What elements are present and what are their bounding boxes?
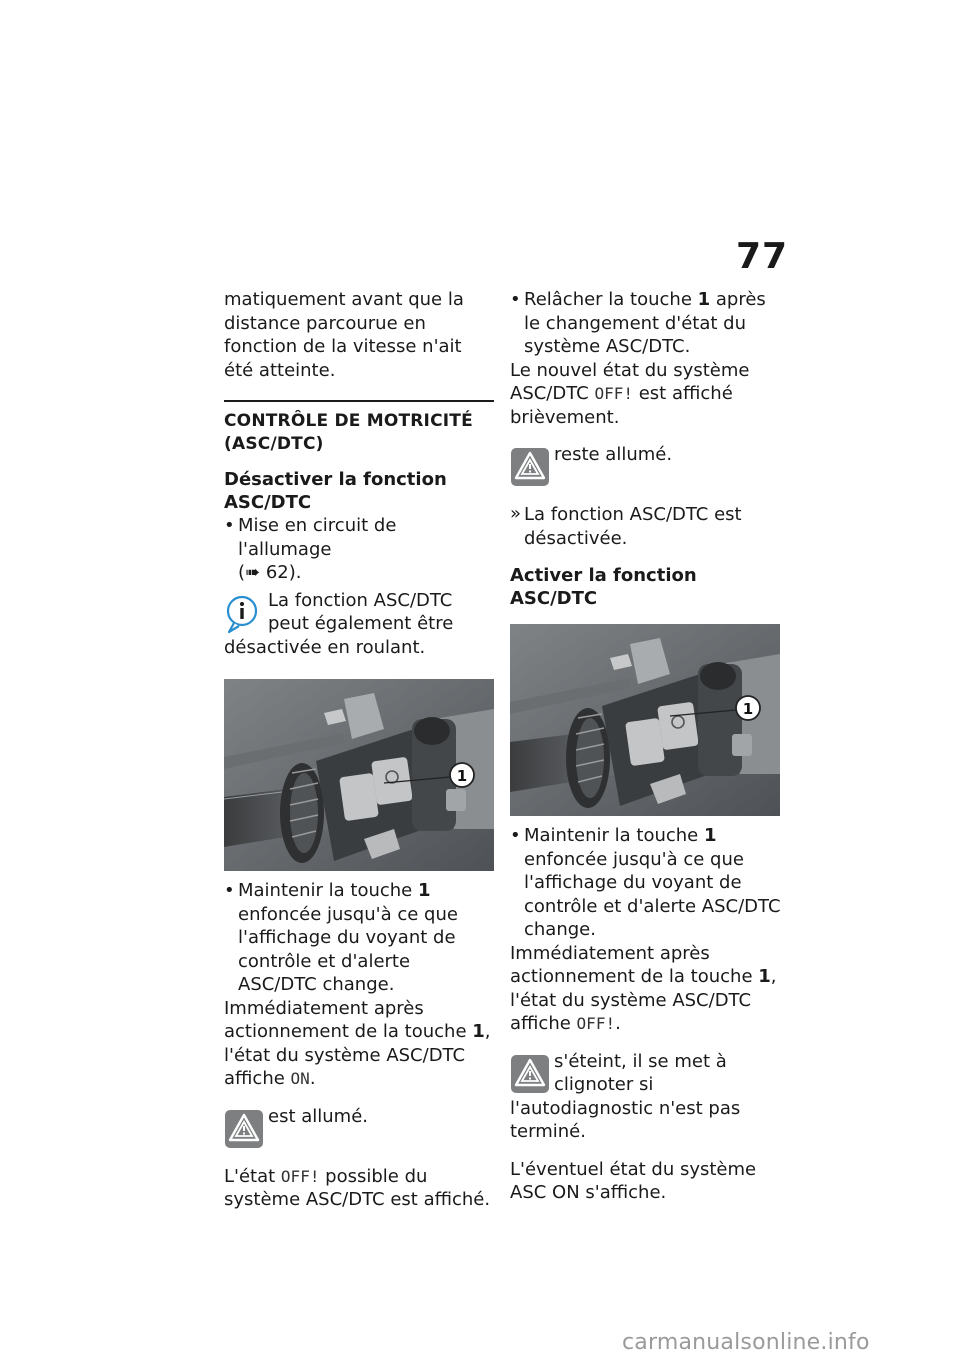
text-pre: Immédiatement après actionnement de la touche [224, 997, 473, 1042]
section-rule [224, 400, 494, 456]
result-mark: » [510, 503, 522, 524]
ref-open: ( [238, 562, 246, 583]
bullet-text-pre: Relâcher la touche [524, 289, 698, 310]
warning-triangle-icon [510, 447, 550, 487]
handlebar-photo-right [510, 624, 780, 816]
bullet-mark: • [510, 289, 521, 310]
section-title: CONTRÔLE DE MOTRICITÉ (ASC/DTC) [224, 411, 473, 454]
final-paragraph: L'éventuel état du système ASC ON s'affiche. [510, 1158, 757, 1203]
status-code-off: OFF! [576, 1014, 616, 1033]
warning-text: est allumé. [268, 1105, 369, 1127]
key-ref: 1 [472, 1021, 485, 1042]
bullet-text-pre: Maintenir la touche [524, 825, 704, 846]
note-text: La fonction ASC/DTC peut également être désactivée en roulant. [224, 589, 454, 658]
bullet-text-post: enfoncée jusqu'à ce que l'affichage du voyant de contrôle et d'alerte ASC/DTC change. [238, 903, 458, 995]
bullet-mark: • [510, 825, 521, 846]
text-end: . [309, 1068, 316, 1089]
status-code-on: ON [290, 1069, 310, 1088]
info-note [224, 589, 494, 660]
intro-text: matiquement avant que la distance parcourue en fonction de la vitesse n'ait été atteinte. [224, 289, 464, 381]
text-mid: , l'état du système ASC/DTC affiche [510, 966, 777, 1034]
bullet-release-button [510, 288, 782, 359]
watermark: carmanualsonline.info [622, 1330, 870, 1355]
warning-triangle-icon [510, 1054, 550, 1094]
key-ref: 1 [758, 966, 771, 987]
text-pre: Immédiatement après actionnement de la touche [510, 942, 759, 987]
key-ref: 1 [417, 880, 431, 901]
bullet-mark: • [224, 515, 235, 536]
warning-text: s'éteint, il se met à clignoter si l'autodiagnostic n'est pas terminé. [510, 1050, 741, 1142]
left-column [224, 288, 494, 1212]
warning-note-1 [224, 1105, 494, 1151]
page-ref[interactable]: 62). [265, 562, 302, 583]
warning-triangle-icon [224, 1109, 264, 1149]
warning-note-3 [510, 1050, 782, 1144]
bullet-mark: • [224, 880, 235, 901]
bullet-text: Mise en circuit de l'allumage [238, 515, 397, 560]
text-mid: , l'état du système ASC/DTC affiche [224, 1021, 491, 1089]
off-status-paragraph [224, 1165, 494, 1212]
page-number: 77 [736, 236, 789, 277]
bullet-hold-button [224, 879, 494, 997]
status-code-off: OFF! [280, 1166, 320, 1186]
photo-callout-1: 1 [742, 700, 754, 718]
subtitle-deactivate: Désactiver la fonction ASC/DTC [224, 469, 447, 513]
page-ref-arrow-icon: ➠ [245, 562, 261, 583]
bullet-text-post: enfoncée jusqu'à ce que l'affichage du voyant de contrôle et d'alerte ASC/DTC change. [524, 848, 781, 940]
handlebar-photo-left [224, 679, 494, 871]
warning-note-2 [510, 443, 782, 489]
text-end: . [615, 1013, 621, 1034]
bullet-hold-button [510, 824, 782, 942]
new-status-paragraph [510, 359, 782, 430]
status-code-off: OFF! [594, 384, 633, 403]
key-ref: 1 [697, 289, 711, 310]
key-ref: 1 [703, 825, 717, 846]
text-post: est affiché brièvement. [510, 383, 733, 428]
text-pre: L'état [224, 1165, 281, 1187]
bullet-text-post: après le changement d'état du système ASC/DTC. [524, 289, 766, 357]
warning-text: reste allumé. [554, 444, 673, 465]
photo-callout-1: 1 [456, 767, 468, 785]
result-text: La fonction ASC/DTC est désactivée. [524, 504, 742, 549]
right-column [510, 288, 782, 1205]
status-paragraph [510, 942, 782, 1036]
bullet-text-pre: Maintenir la touche [238, 880, 418, 901]
subtitle-activate: Activer la fonction ASC/DTC [510, 565, 697, 609]
bullet-ignition [224, 514, 494, 585]
info-icon [224, 591, 262, 635]
result-item [510, 503, 782, 550]
text-post: possible du système ASC/DTC est affiché. [224, 1165, 491, 1210]
text-pre: Le nouvel état du système ASC/DTC [510, 359, 750, 404]
status-paragraph [224, 997, 494, 1091]
